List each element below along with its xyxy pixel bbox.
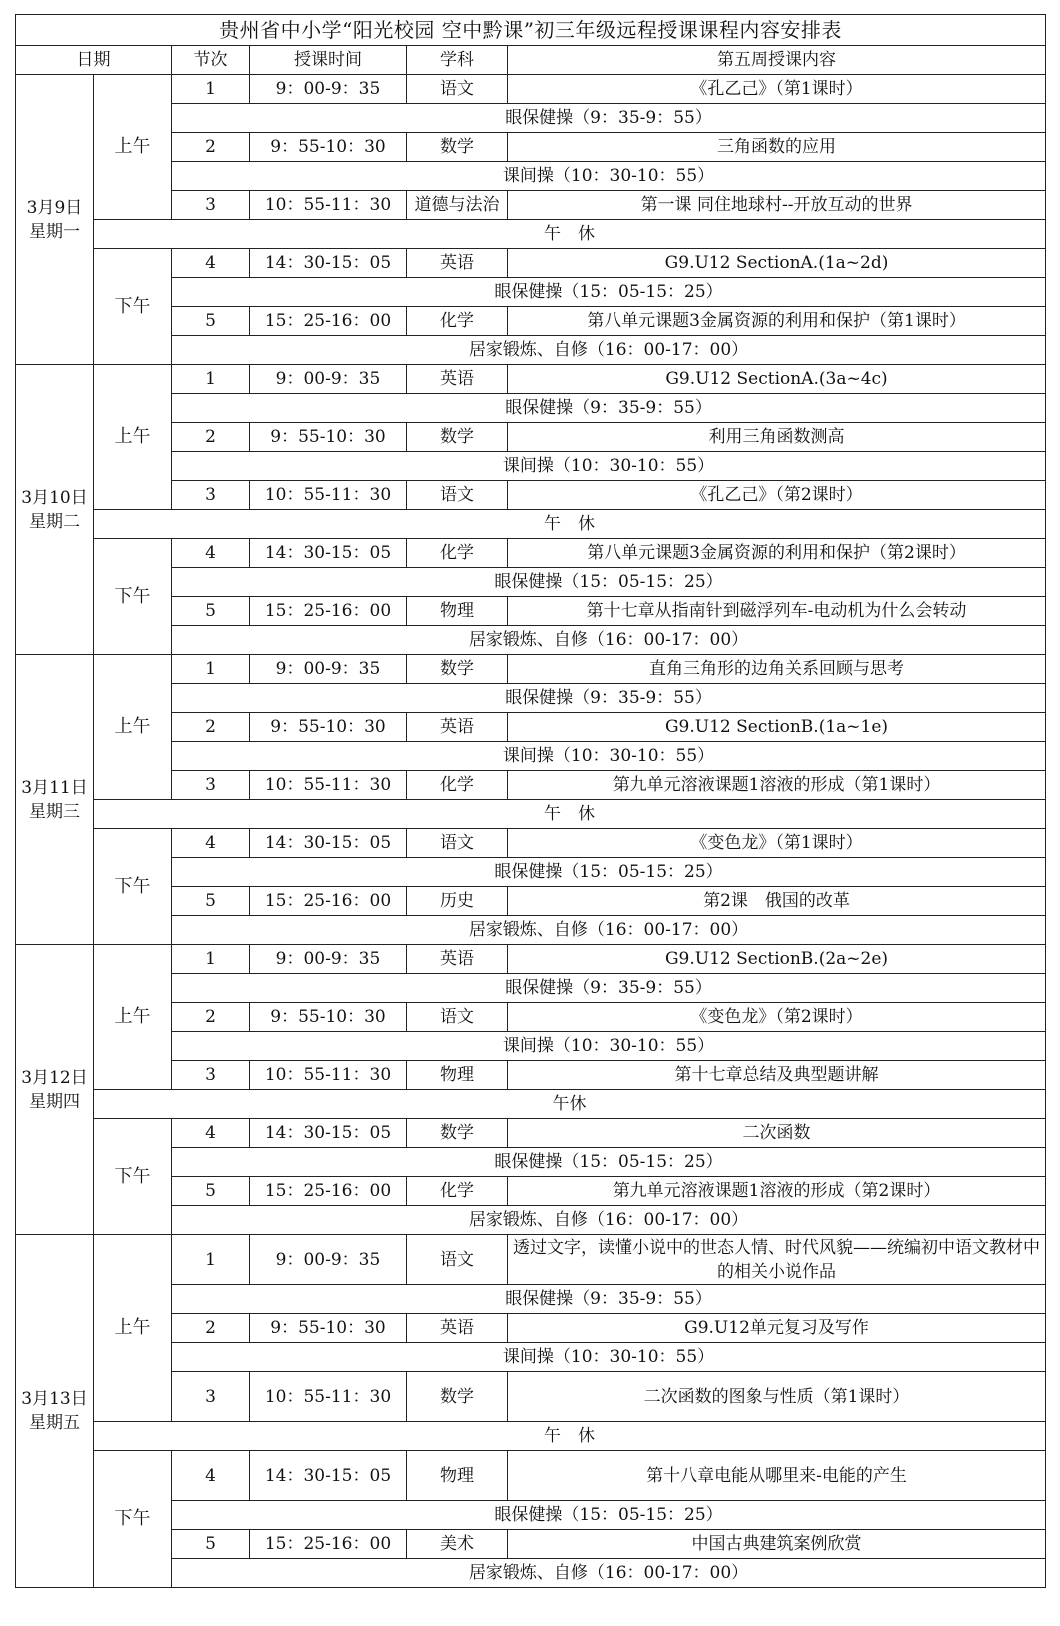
lesson-no: 2 (172, 423, 250, 452)
header-content: 第五周授课内容 (508, 46, 1046, 75)
noon-row (16, 220, 1046, 249)
lesson-content: 第十八章电能从哪里来-电能的产生 (508, 1451, 1046, 1501)
date-label: 3月12日 (21, 1067, 88, 1088)
header-period-no: 节次 (172, 46, 250, 75)
date-cell (16, 655, 94, 945)
lesson-content: 第八单元课题3金属资源的利用和保护（第2课时） (508, 539, 1046, 568)
break-activity: 眼保健操（9：35-9：55） (172, 684, 1046, 713)
lesson-row (16, 365, 1046, 394)
page-title: 贵州省中小学“阳光校园 空中黔课”初三年级远程授课课程内容安排表 (16, 15, 1046, 46)
lesson-time: 9：00-9：35 (250, 365, 407, 394)
lesson-no: 5 (172, 1177, 250, 1206)
lesson-no: 2 (172, 133, 250, 162)
lesson-content: 三角函数的应用 (508, 133, 1046, 162)
break-activity: 课间操（10：30-10：55） (172, 452, 1046, 481)
lesson-no: 4 (172, 249, 250, 278)
break-activity: 眼保健操（15：05-15：25） (172, 1148, 1046, 1177)
lesson-content: 第九单元溶液课题1溶液的形成（第2课时） (508, 1177, 1046, 1206)
lesson-content: 《变色龙》（第2课时） (508, 1003, 1046, 1032)
date-label: 3月10日 (21, 487, 88, 508)
lesson-content: 透过文字，读懂小说中的世态人情、时代风貌——统编初中语文教材中的相关小说作品 (508, 1235, 1046, 1285)
lesson-no: 3 (172, 1372, 250, 1422)
lesson-subject: 语文 (407, 1003, 508, 1032)
break-activity: 眼保健操（9：35-9：55） (172, 394, 1046, 423)
lesson-time: 10：55-11：30 (250, 771, 407, 800)
lesson-subject: 英语 (407, 945, 508, 974)
lesson-time: 10：55-11：30 (250, 191, 407, 220)
am-period-cell: 上午 (94, 365, 172, 510)
date-cell (16, 945, 94, 1235)
lesson-subject: 数学 (407, 655, 508, 684)
lesson-no: 3 (172, 771, 250, 800)
lesson-content: G9.U12 SectionA.(1a~2d) (508, 249, 1046, 278)
break-activity: 居家锻炼、自修（16：00-17：00） (172, 1206, 1046, 1235)
lesson-no: 1 (172, 1235, 250, 1285)
lesson-time: 9：00-9：35 (250, 655, 407, 684)
lesson-time: 9：55-10：30 (250, 1314, 407, 1343)
lesson-subject: 语文 (407, 829, 508, 858)
lesson-subject: 化学 (407, 771, 508, 800)
lesson-row (16, 945, 1046, 974)
lesson-subject: 道德与法治 (407, 191, 508, 220)
lesson-subject: 英语 (407, 713, 508, 742)
pm-period-cell: 下午 (94, 539, 172, 655)
title-row (16, 15, 1046, 46)
break-activity: 眼保健操（15：05-15：25） (172, 858, 1046, 887)
lesson-row (16, 1119, 1046, 1148)
lesson-time: 14：30-15：05 (250, 539, 407, 568)
lesson-subject: 物理 (407, 597, 508, 626)
break-activity: 课间操（10：30-10：55） (172, 742, 1046, 771)
lesson-time: 10：55-11：30 (250, 1372, 407, 1422)
lesson-subject: 数学 (407, 1372, 508, 1422)
lesson-time: 15：25-16：00 (250, 1177, 407, 1206)
break-activity: 居家锻炼、自修（16：00-17：00） (172, 916, 1046, 945)
date-cell (16, 365, 94, 655)
noon-break: 午 休 (94, 800, 1046, 829)
header-row (16, 46, 1046, 75)
pm-period-cell: 下午 (94, 1451, 172, 1588)
noon-break: 午 休 (94, 510, 1046, 539)
lesson-time: 14：30-15：05 (250, 829, 407, 858)
lesson-content: 直角三角形的边角关系回顾与思考 (508, 655, 1046, 684)
break-activity: 课间操（10：30-10：55） (172, 162, 1046, 191)
lesson-no: 2 (172, 1314, 250, 1343)
lesson-no: 1 (172, 75, 250, 104)
lesson-content: 二次函数的图象与性质（第1课时） (508, 1372, 1046, 1422)
lesson-time: 14：30-15：05 (250, 249, 407, 278)
lesson-time: 9：00-9：35 (250, 945, 407, 974)
lesson-content: 利用三角函数测高 (508, 423, 1046, 452)
weekday-label: 星期二 (29, 511, 80, 532)
break-activity: 居家锻炼、自修（16：00-17：00） (172, 1559, 1046, 1588)
break-activity: 眼保健操（15：05-15：25） (172, 278, 1046, 307)
break-activity: 居家锻炼、自修（16：00-17：00） (172, 336, 1046, 365)
lesson-time: 9：55-10：30 (250, 713, 407, 742)
lesson-no: 4 (172, 829, 250, 858)
lesson-no: 2 (172, 713, 250, 742)
lesson-no: 5 (172, 887, 250, 916)
lesson-content: G9.U12 SectionB.(2a~2e) (508, 945, 1046, 974)
header-time: 授课时间 (250, 46, 407, 75)
lesson-subject: 化学 (407, 539, 508, 568)
lesson-time: 15：25-16：00 (250, 597, 407, 626)
lesson-no: 3 (172, 191, 250, 220)
lesson-time: 9：55-10：30 (250, 133, 407, 162)
noon-break: 午 休 (94, 1422, 1046, 1451)
break-activity: 课间操（10：30-10：55） (172, 1032, 1046, 1061)
lesson-content: 第十七章从指南针到磁浮列车-电动机为什么会转动 (508, 597, 1046, 626)
lesson-content: 第八单元课题3金属资源的利用和保护（第1课时） (508, 307, 1046, 336)
date-cell (16, 75, 94, 365)
weekday-label: 星期四 (29, 1091, 80, 1112)
lesson-no: 1 (172, 945, 250, 974)
lesson-time: 10：55-11：30 (250, 481, 407, 510)
lesson-subject: 英语 (407, 249, 508, 278)
lesson-content: 第十七章总结及典型题讲解 (508, 1061, 1046, 1090)
lesson-subject: 语文 (407, 75, 508, 104)
lesson-subject: 英语 (407, 1314, 508, 1343)
break-activity: 眼保健操（9：35-9：55） (172, 974, 1046, 1003)
lesson-subject: 物理 (407, 1451, 508, 1501)
lesson-subject: 语文 (407, 1235, 508, 1285)
lesson-no: 5 (172, 1530, 250, 1559)
lesson-content: G9.U12 SectionB.(1a~1e) (508, 713, 1046, 742)
lesson-subject: 语文 (407, 481, 508, 510)
noon-row (16, 510, 1046, 539)
lesson-no: 1 (172, 365, 250, 394)
lesson-time: 9：55-10：30 (250, 423, 407, 452)
pm-period-cell: 下午 (94, 249, 172, 365)
header-date: 日期 (16, 46, 172, 75)
weekday-label: 星期一 (29, 221, 80, 242)
lesson-content: 第九单元溶液课题1溶液的形成（第1课时） (508, 771, 1046, 800)
lesson-subject: 数学 (407, 133, 508, 162)
lesson-time: 9：00-9：35 (250, 75, 407, 104)
lesson-time: 9：55-10：30 (250, 1003, 407, 1032)
lesson-content: 《孔乙己》（第2课时） (508, 481, 1046, 510)
lesson-subject: 英语 (407, 365, 508, 394)
lesson-no: 1 (172, 655, 250, 684)
lesson-row (16, 75, 1046, 104)
pm-period-cell: 下午 (94, 829, 172, 945)
lesson-subject: 物理 (407, 1061, 508, 1090)
break-activity: 居家锻炼、自修（16：00-17：00） (172, 626, 1046, 655)
lesson-time: 9：00-9：35 (250, 1235, 407, 1285)
pm-period-cell: 下午 (94, 1119, 172, 1235)
break-activity: 眼保健操（9：35-9：55） (172, 1285, 1046, 1314)
lesson-time: 10：55-11：30 (250, 1061, 407, 1090)
lesson-subject: 化学 (407, 1177, 508, 1206)
break-activity: 眼保健操（15：05-15：25） (172, 568, 1046, 597)
break-activity: 课间操（10：30-10：55） (172, 1343, 1046, 1372)
lesson-time: 15：25-16：00 (250, 1530, 407, 1559)
lesson-content: 第一课 同住地球村--开放互动的世界 (508, 191, 1046, 220)
lesson-row (16, 1451, 1046, 1501)
noon-row (16, 1422, 1046, 1451)
am-period-cell: 上午 (94, 655, 172, 800)
lesson-subject: 美术 (407, 1530, 508, 1559)
lesson-content: 二次函数 (508, 1119, 1046, 1148)
lesson-no: 2 (172, 1003, 250, 1032)
lesson-no: 3 (172, 1061, 250, 1090)
lesson-time: 15：25-16：00 (250, 887, 407, 916)
lesson-no: 5 (172, 307, 250, 336)
lesson-time: 15：25-16：00 (250, 307, 407, 336)
lesson-content: 第2课 俄国的改革 (508, 887, 1046, 916)
date-label: 3月13日 (21, 1389, 88, 1409)
noon-row (16, 1090, 1046, 1119)
lesson-subject: 数学 (407, 1119, 508, 1148)
lesson-no: 5 (172, 597, 250, 626)
noon-break: 午休 (94, 1090, 1046, 1119)
schedule-table (15, 14, 1046, 1588)
weekday-label: 星期三 (29, 801, 80, 822)
am-period-cell: 上午 (94, 945, 172, 1090)
am-period-cell: 上午 (94, 1235, 172, 1422)
break-activity: 眼保健操（15：05-15：25） (172, 1501, 1046, 1530)
lesson-time: 14：30-15：05 (250, 1119, 407, 1148)
lesson-row (16, 655, 1046, 684)
lesson-content: 《变色龙》（第1课时） (508, 829, 1046, 858)
lesson-row (16, 539, 1046, 568)
lesson-no: 4 (172, 1119, 250, 1148)
lesson-row (16, 249, 1046, 278)
date-label: 3月11日 (21, 777, 88, 798)
noon-row (16, 800, 1046, 829)
lesson-no: 3 (172, 481, 250, 510)
lesson-row (16, 829, 1046, 858)
lesson-no: 4 (172, 539, 250, 568)
date-label: 3月9日 (26, 197, 83, 218)
lesson-content: 中国古典建筑案例欣赏 (508, 1530, 1046, 1559)
break-activity: 眼保健操（9：35-9：55） (172, 104, 1046, 133)
weekday-label: 星期五 (29, 1413, 80, 1433)
lesson-subject: 化学 (407, 307, 508, 336)
lesson-content: 《孔乙己》（第1课时） (508, 75, 1046, 104)
date-cell (16, 1235, 94, 1588)
lesson-subject: 数学 (407, 423, 508, 452)
lesson-subject: 历史 (407, 887, 508, 916)
lesson-no: 4 (172, 1451, 250, 1501)
lesson-time: 14：30-15：05 (250, 1451, 407, 1501)
am-period-cell: 上午 (94, 75, 172, 220)
noon-break: 午 休 (94, 220, 1046, 249)
lesson-row (16, 1235, 1046, 1285)
lesson-content: G9.U12单元复习及写作 (508, 1314, 1046, 1343)
lesson-content: G9.U12 SectionA.(3a~4c) (508, 365, 1046, 394)
header-subject: 学科 (407, 46, 508, 75)
